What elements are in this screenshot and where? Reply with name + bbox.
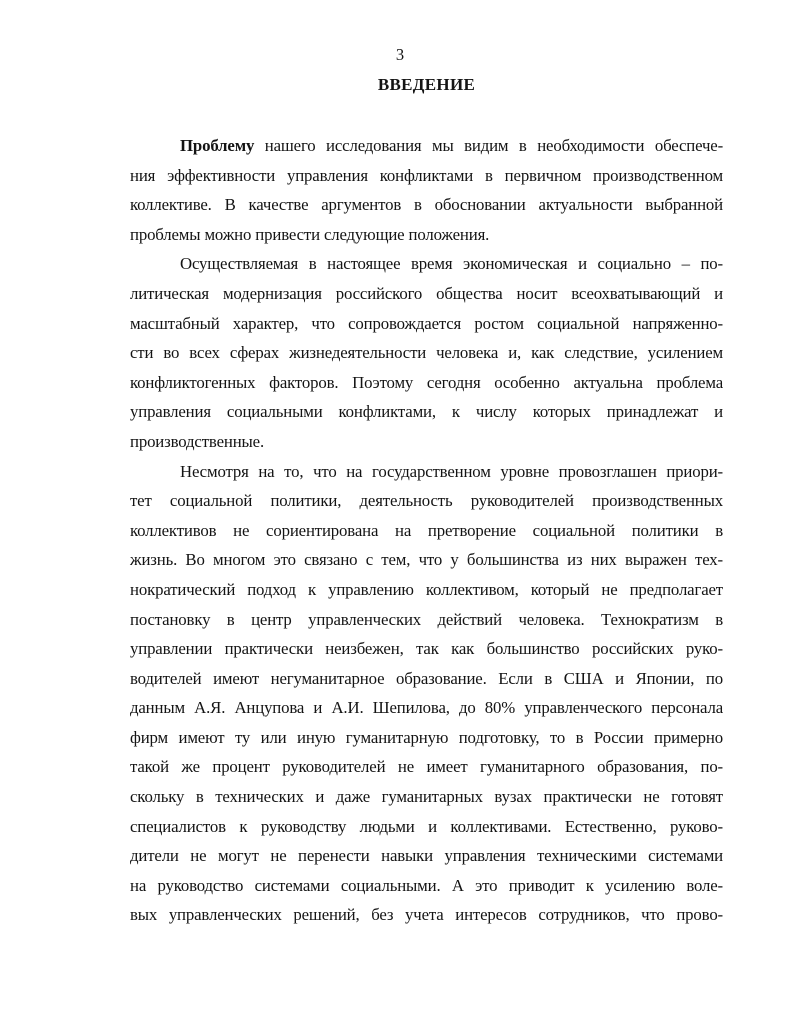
text-line: коллективе. В качестве аргументов в обосновании актуальности выбранной [130, 195, 723, 215]
text-line: вых управленческих решений, без учета интересов сотрудников, что прово- [130, 905, 723, 925]
text-line: дители не могут не перенести навыки управления техническими системами [130, 846, 723, 866]
text-line: такой же процент руководителей не имеет гуманитарного образования, по- [130, 757, 723, 777]
page-number: 3 [395, 45, 405, 64]
text-line: фирм имеют ту или иную гуманитарную подготовку, то в России примерно [130, 727, 723, 747]
text-line: водителей имеют негуманитарное образование. Если в США и Японии, по [130, 668, 723, 688]
text-line: ния эффективности управления конфликтами в первичном производственном [130, 165, 723, 185]
text-line: нократический подход к управлению коллективом, который не предполагает [130, 579, 723, 599]
text-line: производственные. [130, 431, 265, 451]
text-line: управлении практически неизбежен, так как большинство российских руко- [130, 639, 723, 659]
paragraph-1 [130, 131, 723, 249]
text-line: данным А.Я. Анцупова и А.И. Шепилова, до 80% управленческого персонала [130, 698, 723, 718]
text-line: Осуществляемая в настоящее время экономическая и социально – по- [180, 254, 723, 274]
text-line: жизнь. Во многом это связано с тем, что у большинства из них выражен тех- [130, 550, 723, 570]
text-line: скольку в технических и даже гуманитарных вузах практически не готовят [130, 787, 723, 807]
text-line: сти во всех сферах жизнедеятельности человека и, как следствие, усилением [130, 343, 723, 363]
text-line: управления социальными конфликтами, к числу которых принадлежат и [130, 402, 723, 422]
body-text [130, 131, 723, 930]
text-line: специалистов к руководству людьми и коллективами. Естественно, руково- [130, 816, 723, 836]
text-line: коллективов не сориентирована на претворение социальной политики в [130, 520, 723, 540]
text-line: тет социальной политики, деятельность руководителей производственных [130, 491, 723, 511]
text-line-rest: нашего исследования мы видим в необходимости обеспече- [264, 136, 724, 155]
emphasized-term: Проблему [180, 136, 255, 155]
section-heading: ВВЕДЕНИЕ [377, 75, 476, 94]
text-line [130, 131, 723, 161]
text-line: литическая модернизация российского общества носит всеохватывающий и [130, 283, 723, 303]
paragraph-2 [130, 249, 723, 456]
paragraph-3 [130, 457, 723, 931]
text-line: Несмотря на то, что на государственном уровне провозглашен приори- [180, 461, 723, 481]
text-line: проблемы можно привести следующие положения. [130, 224, 490, 244]
text-line: на руководство системами социальными. А это приводит к усилению воле- [130, 875, 723, 895]
text-line: конфликтогенных факторов. Поэтому сегодня особенно актуальна проблема [130, 372, 723, 392]
text-line: постановку в центр управленческих действий человека. Технократизм в [130, 609, 723, 629]
text-line: масштабный характер, что сопровождается ростом социальной напряженно- [130, 313, 723, 333]
